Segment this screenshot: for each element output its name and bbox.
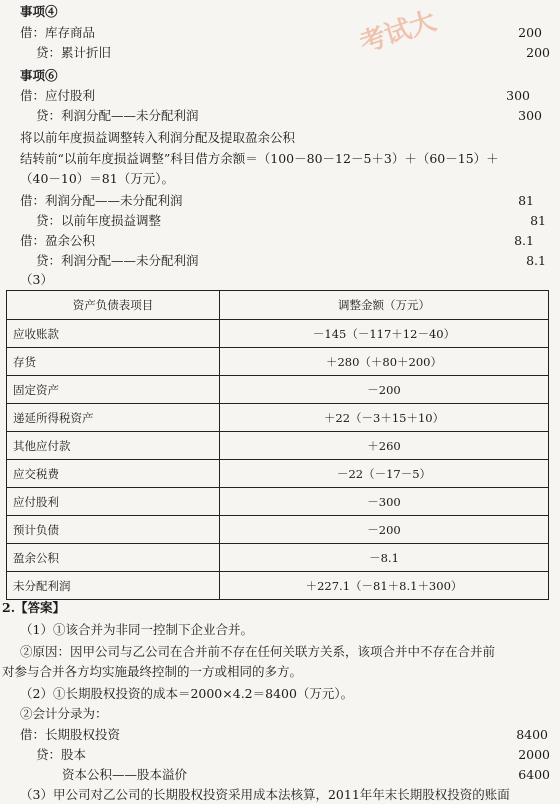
row-item: 存货	[7, 348, 220, 376]
transfer-text: 将以前年度损益调整转入利润分配及提取盈余公积	[20, 130, 296, 145]
entry-credit-stock-amount: 2000	[518, 747, 550, 762]
table-row	[7, 488, 549, 516]
calc-line-1: 结转前“以前年度损益调整”科目借方余额＝（100－80－12－5＋3）＋（60－15）＋	[20, 151, 499, 166]
row-item: 固定资产	[7, 376, 220, 404]
entry-credit-stock: 贷：股本	[36, 747, 87, 762]
row-item: 递延所得税资产	[7, 404, 220, 432]
row-item: 未分配利润	[7, 572, 220, 600]
table-row	[7, 320, 549, 348]
row-item: 应付股利	[7, 488, 220, 516]
row-amount: ＋260	[220, 432, 549, 460]
entry-debit-inventory-amount: 200	[518, 25, 542, 40]
answer-heading: 2.【答案】	[2, 600, 66, 615]
row-item: 应收账款	[7, 320, 220, 348]
entry-credit-prior-adjust: 贷：以前年度损益调整	[36, 213, 162, 228]
table-header-row	[7, 291, 549, 320]
entry-credit-profit-2: 贷：利润分配——未分配利润	[36, 253, 199, 268]
row-amount: ＋280（＋80＋200）	[220, 348, 549, 376]
table-row	[7, 572, 549, 600]
row-amount: －200	[220, 516, 549, 544]
entry-debit-profit-amount: 81	[518, 193, 534, 208]
row-item: 预计负债	[7, 516, 220, 544]
entry-credit-profit: 贷：利润分配——未分配利润	[36, 108, 199, 123]
watermark-logo: 考试大	[356, 6, 440, 59]
entry-debit-profit: 借：利润分配——未分配利润	[20, 193, 183, 208]
table-row	[7, 348, 549, 376]
entry-debit-lti-amount: 8400	[516, 727, 548, 742]
table-row	[7, 544, 549, 572]
table-row	[7, 376, 549, 404]
table-row	[7, 432, 549, 460]
row-item: 盈余公积	[7, 544, 220, 572]
row-amount: －300	[220, 488, 549, 516]
row-amount: ＋227.1（－81＋8.1＋300）	[220, 572, 549, 600]
entry-credit-prior-adjust-amount: 81	[530, 213, 546, 228]
entry-credit-depreciation-amount: 200	[526, 45, 550, 60]
row-amount: －8.1	[220, 544, 549, 572]
row-amount: －145（－117＋12－40）	[220, 320, 549, 348]
entry-credit-capital: 资本公积——股本溢价	[62, 767, 188, 782]
entry-credit-profit-amount: 300	[518, 108, 542, 123]
item6-heading: 事项⑥	[20, 68, 58, 83]
answer-p4: ②会计分录为：	[20, 706, 108, 721]
entry-debit-surplus-amount: 8.1	[514, 233, 534, 248]
answer-p2b: 对参与合并各方均实施最终控制的一方或相同的多方。	[2, 664, 303, 679]
entry-debit-dividend: 借：应付股利	[20, 88, 96, 103]
entry-debit-lti: 借：长期股权投资	[20, 727, 121, 742]
row-amount: －200	[220, 376, 549, 404]
calc-line-2: （40－10）＝81（万元）。	[20, 171, 174, 186]
answer-p5: （3）甲公司对乙公司的长期股权投资采用成本法核算，2011年年末长期股权投资的账面	[20, 787, 510, 802]
entry-credit-capital-amount: 6400	[518, 767, 550, 782]
part3-label: （3）	[20, 272, 53, 287]
table-row	[7, 516, 549, 544]
entry-debit-surplus: 借：盈余公积	[20, 233, 96, 248]
answer-p2a: ②原因：因甲公司与乙公司在合并前不存在任何关联方关系，该项合并中不存在合并前	[20, 644, 496, 659]
entry-credit-depreciation: 贷：累计折旧	[36, 45, 112, 60]
table-row	[7, 404, 549, 432]
row-item: 应交税费	[7, 460, 220, 488]
entry-debit-dividend-amount: 300	[506, 88, 530, 103]
row-item: 其他应付款	[7, 432, 220, 460]
answer-p3: （2）①长期股权投资的成本＝2000×4.2＝8400（万元）。	[20, 686, 354, 701]
item4-heading: 事项④	[20, 4, 58, 19]
header-amount: 调整金额（万元）	[220, 291, 549, 320]
row-amount: －22（－17－5）	[220, 460, 549, 488]
row-amount: ＋22（－3＋15＋10）	[220, 404, 549, 432]
answer-p1: （1）①该合并为非同一控制下企业合并。	[20, 622, 253, 637]
adjustment-table	[6, 290, 549, 600]
header-item: 资产负债表项目	[7, 291, 220, 320]
table-row	[7, 460, 549, 488]
entry-debit-inventory: 借：库存商品	[20, 25, 96, 40]
entry-credit-profit-2-amount: 8.1	[526, 253, 546, 268]
